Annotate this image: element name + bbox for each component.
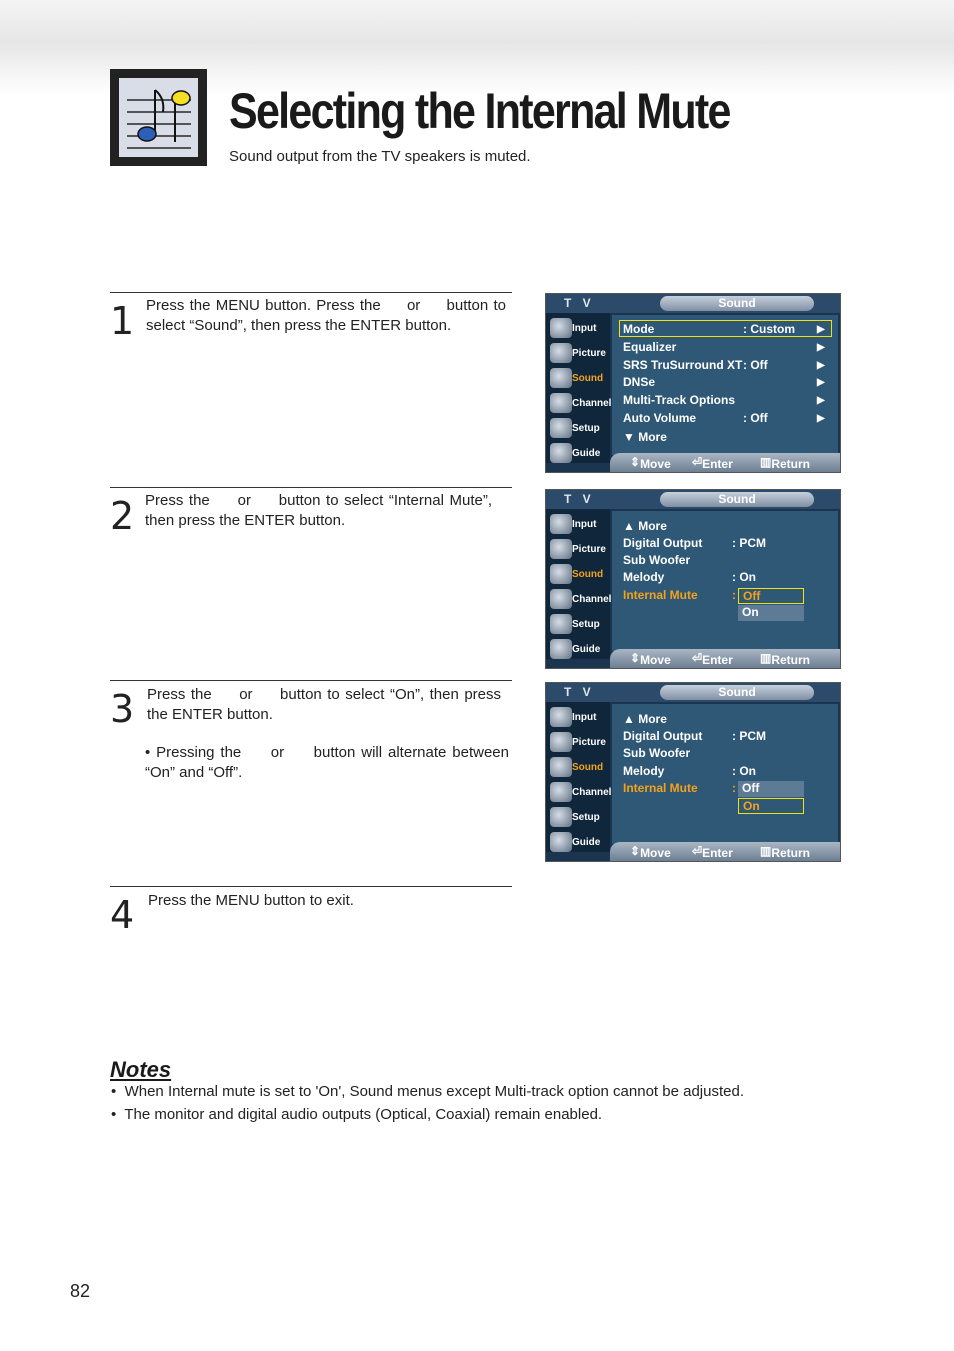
osd-row-melody: Melody : On	[623, 570, 756, 584]
osd-option-on: On	[738, 798, 804, 814]
osd-move-hint: ⇕ Move	[630, 455, 671, 471]
osd-option-off: Off	[738, 588, 804, 604]
note-item: • The monitor and digital audio outputs (Optical, Coaxial) remain enabled.	[111, 1106, 603, 1123]
osd-return-hint: ▥ Return	[760, 844, 811, 860]
page-subtitle: Sound output from the TV speakers is muted.	[229, 148, 531, 165]
osd-row-sub-woofer: Sub Woofer	[623, 553, 691, 567]
osd-help-bar	[610, 842, 840, 861]
picture-icon	[550, 343, 572, 363]
osd-row-more: ▼ More	[623, 430, 667, 444]
step-divider	[110, 487, 512, 488]
osd-row-dnse: DNSe ▶	[623, 375, 825, 389]
osd-row-more: ▲ More	[623, 519, 667, 533]
osd-return-hint: ▥ Return	[760, 455, 811, 471]
osd-enter-hint: ⏎ Enter	[692, 455, 733, 471]
osd-side-setup: Setup	[548, 806, 608, 828]
channel-icon	[550, 393, 572, 413]
step-number: 1	[110, 299, 135, 343]
step-divider	[110, 292, 512, 293]
osd-row-sub-woofer: Sub Woofer	[623, 746, 691, 760]
osd-row-multitrack: Multi-Track Options ▶	[623, 393, 825, 407]
osd-side-input: Input	[548, 317, 608, 339]
osd-move-hint: ⇕ Move	[630, 844, 671, 860]
osd-tv-label: T V	[564, 685, 595, 699]
note-item: • When Internal mute is set to 'On', Sound menus except Multi-track option cannot be adjusted.	[111, 1083, 744, 1100]
osd-side-setup: Setup	[548, 613, 608, 635]
step-number: 4	[110, 893, 135, 937]
osd-row-digital-output: Digital Output : PCM	[623, 729, 766, 743]
step-instruction: Press the MENU button to exit.	[148, 892, 354, 909]
sound-icon	[550, 564, 572, 584]
osd-side-picture: Picture	[548, 342, 608, 364]
osd-menu-panel	[612, 315, 838, 455]
osd-option-on: On	[738, 605, 804, 621]
sound-icon	[550, 368, 572, 388]
step-divider	[110, 680, 512, 681]
guide-icon	[550, 832, 572, 852]
guide-icon	[550, 443, 572, 463]
input-icon	[550, 514, 572, 534]
channel-icon	[550, 589, 572, 609]
osd-side-guide: Guide	[548, 831, 608, 853]
osd-menu-panel	[612, 511, 838, 651]
osd-enter-hint: ⏎ Enter	[692, 651, 733, 667]
osd-return-hint: ▥ Return	[760, 651, 811, 667]
osd-row-srs: SRS TruSurround XT : Off ▶	[623, 358, 825, 372]
osd-side-picture: Picture	[548, 538, 608, 560]
osd-row-auto-volume: Auto Volume : Off ▶	[623, 411, 825, 425]
osd-row-more: ▲ More	[623, 712, 667, 726]
osd-tab-sound: Sound	[660, 492, 814, 507]
setup-icon	[550, 807, 572, 827]
osd-side-picture: Picture	[548, 731, 608, 753]
input-icon	[550, 318, 572, 338]
osd-enter-hint: ⏎ Enter	[692, 844, 733, 860]
osd-top-bar	[546, 490, 840, 509]
osd-move-hint: ⇕ Move	[630, 651, 671, 667]
osd-sidebar	[546, 313, 610, 463]
osd-row-digital-output: Digital Output : PCM	[623, 536, 766, 550]
step-instruction: Press the or button to select “Internal Mute”, then press the ENTER button.	[145, 492, 492, 529]
picture-icon	[550, 732, 572, 752]
step-instruction: Press the MENU button. Press the or button to select “Sound”, then press the ENTER button.	[146, 297, 506, 334]
channel-icon	[550, 782, 572, 802]
sound-icon	[550, 757, 572, 777]
step-number: 3	[110, 687, 135, 731]
osd-option-off: Off	[738, 781, 804, 797]
setup-icon	[550, 614, 572, 634]
osd-tv-label: T V	[564, 492, 595, 506]
osd-side-sound: Sound	[548, 563, 608, 585]
osd-sidebar	[546, 702, 610, 852]
step-bullet: • Pressing the or button will alternate between “On” and “Off”.	[145, 744, 509, 781]
osd-side-sound: Sound	[548, 756, 608, 778]
osd-side-input: Input	[548, 706, 608, 728]
osd-side-sound: Sound	[548, 367, 608, 389]
osd-sidebar	[546, 509, 610, 659]
osd-help-bar	[610, 649, 840, 668]
step-number: 2	[110, 494, 135, 538]
osd-side-channel: Channel	[548, 588, 608, 610]
setup-icon	[550, 418, 572, 438]
osd-help-bar	[610, 453, 840, 472]
osd-row-equalizer: Equalizer ▶	[623, 340, 825, 354]
osd-row-mode: Mode : Custom ▶	[623, 322, 825, 336]
tv-menu-screenshot	[545, 682, 841, 862]
osd-side-guide: Guide	[548, 442, 608, 464]
tv-menu-screenshot	[545, 293, 841, 473]
osd-side-channel: Channel	[548, 781, 608, 803]
osd-side-channel: Channel	[548, 392, 608, 414]
picture-icon	[550, 539, 572, 559]
osd-side-guide: Guide	[548, 638, 608, 660]
osd-tab-sound: Sound	[660, 296, 814, 311]
input-icon	[550, 707, 572, 727]
osd-row-melody: Melody : On	[623, 764, 756, 778]
osd-side-input: Input	[548, 513, 608, 535]
music-note-icon	[110, 69, 207, 166]
guide-icon	[550, 639, 572, 659]
step-instruction: Press the or button to select “On”, then press the ENTER button.	[147, 686, 501, 723]
osd-tv-label: T V	[564, 296, 595, 310]
notes-heading: Notes	[110, 1057, 172, 1082]
tv-menu-screenshot	[545, 489, 841, 669]
osd-side-setup: Setup	[548, 417, 608, 439]
osd-menu-panel	[612, 704, 838, 844]
page-number: 82	[70, 1281, 91, 1301]
osd-tab-sound: Sound	[660, 685, 814, 700]
osd-top-bar	[546, 294, 840, 313]
osd-row-internal-mute: Internal Mute :	[623, 781, 736, 795]
osd-top-bar	[546, 683, 840, 702]
page-title: Selecting the Internal Mute	[229, 83, 730, 139]
step-divider	[110, 886, 512, 887]
osd-row-internal-mute: Internal Mute :	[623, 588, 736, 602]
